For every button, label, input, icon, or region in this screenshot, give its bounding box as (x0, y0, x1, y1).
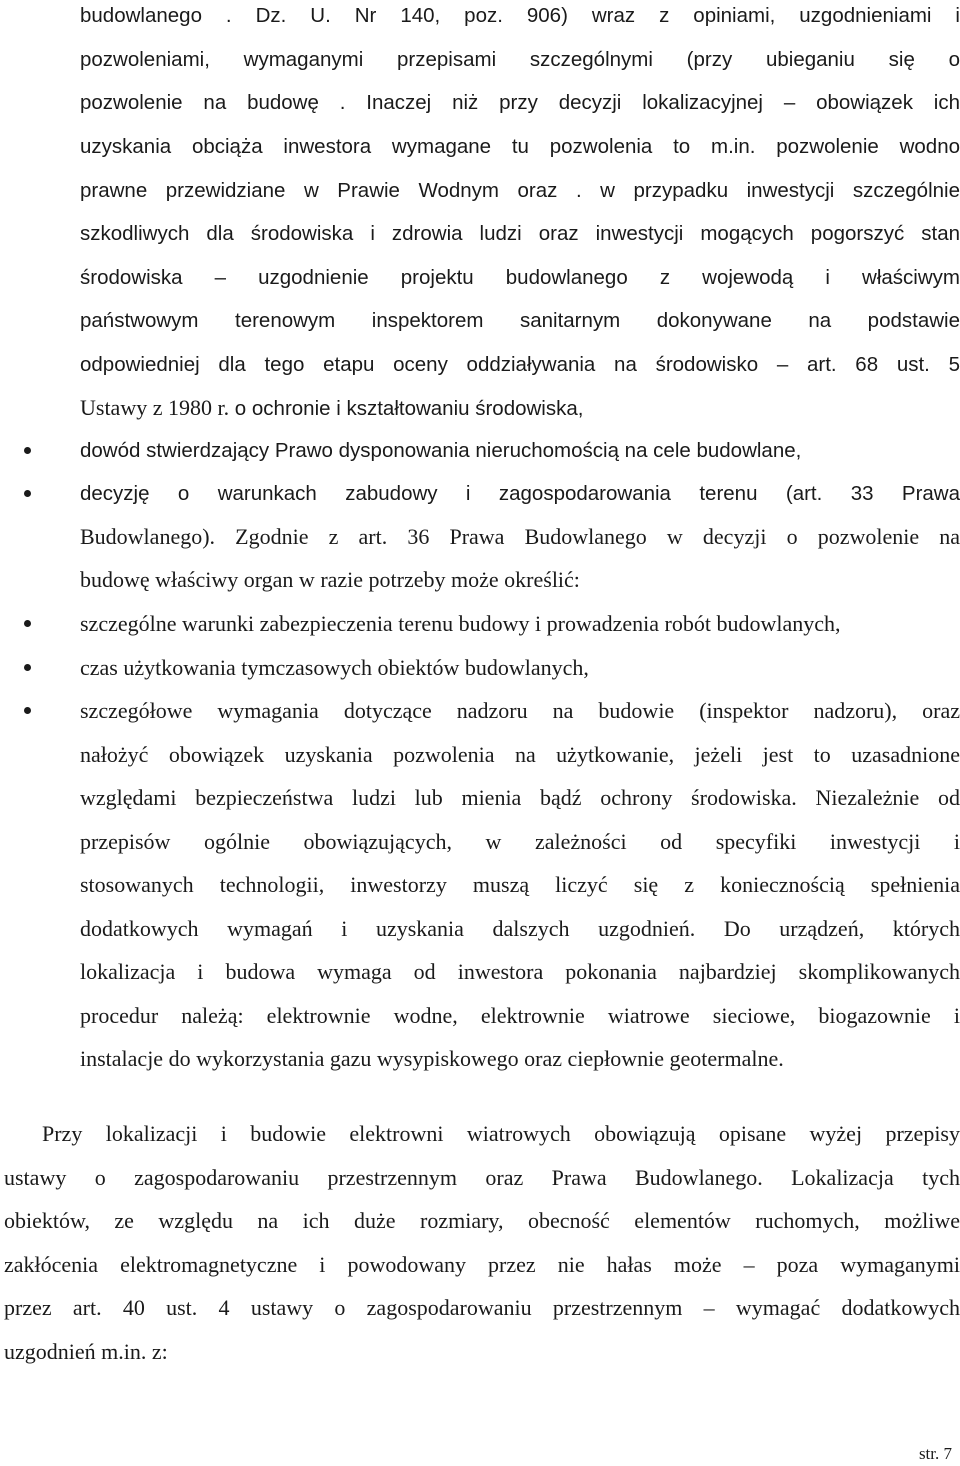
text-line: względami bezpieczeństwa ludzi lub mienia bądź ochrony środowiska. Niezależnie od (80, 785, 960, 810)
text-line: środowiska – uzgodnienie projektu budowlanego z wojewodą i właściwym (80, 266, 960, 289)
list-item: czas użytkowania tymczasowych obiektów budowlanych, (80, 655, 589, 680)
list-item: decyzję o warunkach zabudowy i zagospodarowania terenu (art. 33 Prawa (80, 482, 960, 505)
page-number: str. 7 (918, 1444, 952, 1463)
text-line: lokalizacja i budowa wymaga od inwestora pokonania najbardziej skomplikowanych (80, 959, 960, 984)
bullet-icon (24, 490, 31, 497)
bullet-icon (24, 620, 31, 627)
text-line: obiektów, ze względu na ich duże rozmiary, obecność elementów ruchomych, możliwe (4, 1208, 960, 1233)
bullet-icon (24, 447, 31, 454)
text-fragment: o ochronie i kształtowaniu środowiska, (229, 397, 584, 420)
text-line: przepisów ogólnie obowiązujących, w zależności od specyfiki inwestycji i (80, 829, 960, 854)
text-line: prawne przewidziane w Prawie Wodnym oraz . w przypadku inwestycji szczególnie (80, 179, 960, 202)
text-line: uzgodnień m.in. z: (4, 1339, 168, 1364)
text-line: nałożyć obowiązek uzyskania pozwolenia na użytkowanie, jeżeli jest to uzasadnione (80, 742, 960, 767)
text-line: budowlanego . Dz. U. Nr 140, poz. 906) wraz z opiniami, uzgodnieniami i (80, 4, 960, 27)
text-line: stosowanych technologii, inwestorzy muszą liczyć się z koniecznością spełnienia (80, 872, 960, 897)
bullet-icon (24, 664, 31, 671)
text-line: przez art. 40 ust. 4 ustawy o zagospodarowaniu przestrzennym – wymagać dodatkowych (4, 1295, 960, 1320)
bullet-icon (24, 707, 31, 714)
text-line: instalacje do wykorzystania gazu wysypiskowego oraz ciepłownie geotermalne. (80, 1046, 784, 1071)
text-line: dodatkowych wymagań i uzyskania dalszych uzgodnień. Do urządzeń, których (80, 916, 960, 941)
text-line: uzyskania obciąża inwestora wymagane tu pozwolenia to m.in. pozwolenie wodno (80, 135, 960, 158)
text-line: zakłócenia elektromagnetyczne i powodowany przez nie hałas może – poza wymaganymi (4, 1252, 960, 1277)
text-line: ustawy o zagospodarowaniu przestrzennym oraz Prawa Budowlanego. Lokalizacja tych (4, 1165, 960, 1190)
list-item: szczególne warunki zabezpieczenia terenu budowy i prowadzenia robót budowlanych, (80, 611, 841, 636)
text-line: szkodliwych dla środowiska i zdrowia ludzi oraz inwestycji mogących pogorszyć stan (80, 222, 960, 245)
text-line: pozwoleniami, wymaganymi przepisami szczególnymi (przy ubieganiu się o (80, 48, 960, 71)
text-line: budowę właściwy organ w razie potrzeby może określić: (80, 567, 580, 592)
text-line: Budowlanego). Zgodnie z art. 36 Prawa Budowlanego w decyzji o pozwolenie na (80, 524, 960, 549)
text-line: pozwolenie na budowę . Inaczej niż przy decyzji lokalizacyjnej – obowiązek ich (80, 91, 960, 114)
text-line: odpowiedniej dla tego etapu oceny oddziaływania na środowisko – art. 68 ust. 5 (80, 353, 960, 376)
list-item: szczegółowe wymagania dotyczące nadzoru na budowie (inspektor nadzoru), oraz (80, 698, 960, 723)
list-item: dowód stwierdzający Prawo dysponowania nieruchomością na cele budowlane, (80, 439, 802, 462)
text-fragment: Ustawy z 1980 r. (80, 395, 230, 420)
text-line (80, 395, 583, 424)
text-line: procedur należą: elektrownie wodne, elektrownie wiatrowe sieciowe, biogazownie i (80, 1003, 960, 1028)
text-line: państwowym terenowym inspektorem sanitarnym dokonywane na podstawie (80, 309, 960, 332)
paragraph-first-line: Przy lokalizacji i budowie elektrowni wiatrowych obowiązują opisane wyżej przepisy (42, 1121, 960, 1146)
